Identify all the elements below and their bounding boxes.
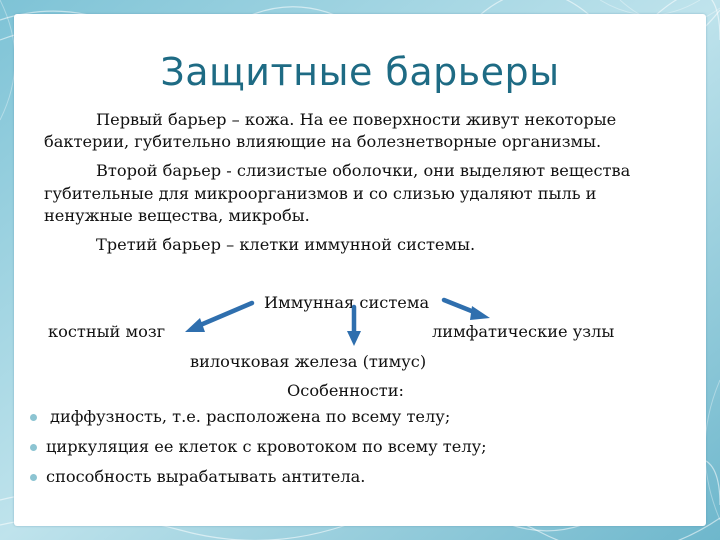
bullet-item-3: способность вырабатывать антитела.: [46, 467, 366, 486]
diagram-right-label: лимфатические узлы: [432, 322, 615, 341]
bullet-icon: [30, 444, 37, 451]
paragraph-1-line-1: Первый барьер – кожа. На ее поверхности живут некоторые: [96, 110, 617, 129]
paragraph-2-line-2: губительные для микроорганизмов и со слизью удаляют пыль и: [44, 184, 597, 203]
paragraph-2-line-3: ненужные вещества, микробы.: [44, 206, 310, 225]
paragraph-2-line-1: Второй барьер - слизистые оболочки, они выделяют вещества: [96, 161, 631, 180]
bullet-item-1: диффузность, т.е. расположена по всему телу;: [50, 407, 451, 426]
paragraph-1-line-2: бактерии, губительно влияющие на болезнетворные организмы.: [44, 132, 602, 151]
slide-title: Защитные барьеры: [160, 50, 560, 94]
diagram-center-label: Иммунная система: [264, 293, 430, 312]
paragraph-3-line-1: Третий барьер – клетки иммунной системы.: [96, 235, 476, 254]
bullet-item-2: циркуляция ее клеток с кровотоком по всему телу;: [46, 437, 487, 456]
features-heading: Особенности:: [287, 381, 404, 400]
diagram-bottom-label: вилочковая железа (тимус): [190, 352, 427, 371]
diagram-left-label: костный мозг: [48, 322, 166, 341]
bullet-icon: [30, 414, 37, 421]
bullet-icon: [30, 474, 37, 481]
